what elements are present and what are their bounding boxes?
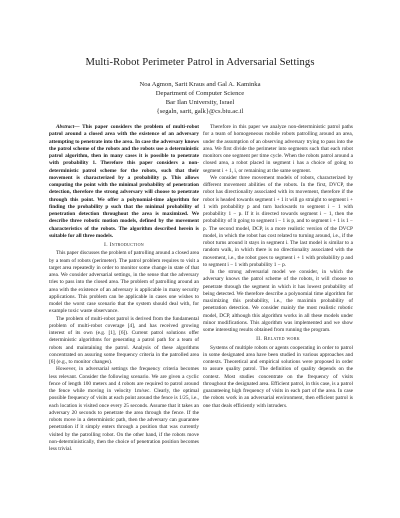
related-paragraph-1: Systems of multiple robots or agents cooperating in order to patrol in some designated area have been studied in various approaches and contexts. Theoretical and empirical solutions were proposed in order to assure quality patrol. The definition of quality depends on the context. Most studies concentrate on the frequency of visits throughout the designated area. Efficient patrol, in this case, is a patrol guaranteeing high frequency of visits in each part of the area. In case the robots work in an adversarial environment, then efficient patrol is one that deals efficiently with intruders. [203, 344, 353, 409]
university: Bar Ilan University, Israel [165, 99, 235, 106]
right-column [203, 124, 353, 410]
left-column [49, 124, 199, 453]
intro-paragraph-3: However, in adversarial settings the frequency criteria becomes less relevant. Consider the following scenario. We are given a cyclic fence of length 100 meters and 4 robots are required to patrol around the fence while moving in velocity 1m/sec. Clearly, the optimal possible frequency of visits at each point around the fence is 1/25, i.e., each location is visited once every 25 seconds. Assume that it takes an adversary 20 seconds to penetrate the area through the fence. If the robots move in a deterministic path, then the adversary can guarantee penetration if it simply enters through a position that was currently visited by the patrolling robot. On the other hand, if the robots move non-deterministically, then the choice of penetration position becomes less trivial. [49, 366, 199, 452]
department: Department of Computer Science [155, 90, 245, 97]
intro-paragraph-5: We consider three movement models of robots, characterized by different movement abilities of the robots. In the first, DVCP, the robot has directionality associated with its movement, therefore if the robot is headed towards segment i + 1 it will go straight to segment i + 1 with probability p and turn backwards to segment i − 1 with probability 1 − p. If it is directed towards segment i − 1, then the probability of it going to segment i − 1 is p, and to segment i + 1 is 1 − p. The second model, DCP, is a more realistic version of the DVCP model, in which the robot has cost related to turning around, i.e., if the robot turns around it stays in segment i. The last model is similar to a random walk, in which there is no directionality associated with the movement, i.e., the robot goes to segment i + 1 with probability p and to segment i − 1 with probability 1 − p. [203, 174, 353, 268]
emails: {segaln, sarit, galk}@cs.biu.ac.il [156, 108, 244, 115]
paper-title: Multi-Robot Perimeter Patrol in Adversarial Settings [85, 57, 315, 68]
authors: Noa Agmon, Sarit Kraus and Gal A. Kaminka [139, 81, 261, 88]
section-heading-introduction: I. Introduction [104, 242, 144, 248]
abstract [49, 124, 199, 240]
section-heading-related-work: II. Related work [256, 336, 300, 343]
intro-paragraph-4: Therefore in this paper we analyze non-deterministic patrol paths for a team of homogeneous mobile robots patrolling around an area, under the assumption of an observing adversary trying to pass into the area. We first divide the perimeter into segments such that each robot monitors one segment per time cycle. When the robots patrol around a closed area, a robot placed in segment i has a choice of going to segment i + 1, i, or remaining at the same segment. [203, 124, 353, 174]
intro-paragraph-6: In the strong adversarial model we consider, in which the adversary knows the patrol scheme of the robots, it will choose to penetrate through the segment in which it has lowest probability of being detected. We therefore describe a polynomial time algorithm for maximizing this probability, i.e., the maximin probability of penetration detection. We consider mainly the most realistic robotic model, DCP, although this algorithm works in all these models under minor modifications. This algorithm was implemented and we show some interesting results obtained from running the program. [203, 269, 353, 333]
author-block [0, 80, 400, 116]
abstract-text: — This paper considers the problem of multi-robot patrol around a closed area with the existence of an adversary attempting to penetrate into the area. In case the adversary knows the patrol scheme of the robots and the robots use a deterministic patrol algorithm, then in many cases it is possible to penetrate with probability 1. Therefore this paper considers a non-deterministic patrol scheme for the robots, such that their movement is characterized by a probability p. This allows computing the point with the minimal probability of penetration detection, therefore the strong adversary will choose to penetrate through this point. We offer a polynomial-time algorithm for finding the probability p such that the minimal probability of penetration detection throughout the area is maximized. We describe three robotic motion models, defined by the movement characteristics of the robots. The algorithm described herein is suitable for all three models. [49, 124, 199, 239]
intro-paragraph-1: This paper discusses the problem of patrolling around a closed area by a team of robots (perimeter). The patrol problem requires to visit a target area repeatedly in order to monitor some change in state of that area. We consider adversarial settings, in the sense that the adversary tries to pass into the closed area. The problem of patrolling around an area with the existence of an adversary is applicable in many security applications. This problem can be applicable in cases one wishes to model the worst case scenario that the system should deal with, for example toxic waste observance. [49, 250, 199, 315]
abstract-label: Abstract [56, 124, 75, 130]
intro-paragraph-2: The problem of multi-robot patrol is derived from the fundamental problem of multi-robot coverage [4], and has received growing interest of its own (e.g. [1], [6]). Current patrol solutions offer deterministic algorithms for generating a patrol path for a team of robots and maintaining the patrol. Analysis of these algorithms concentrated on assuring some frequency criteria in the patrolled area [6] (e.g., to monitor changes). [49, 315, 199, 365]
